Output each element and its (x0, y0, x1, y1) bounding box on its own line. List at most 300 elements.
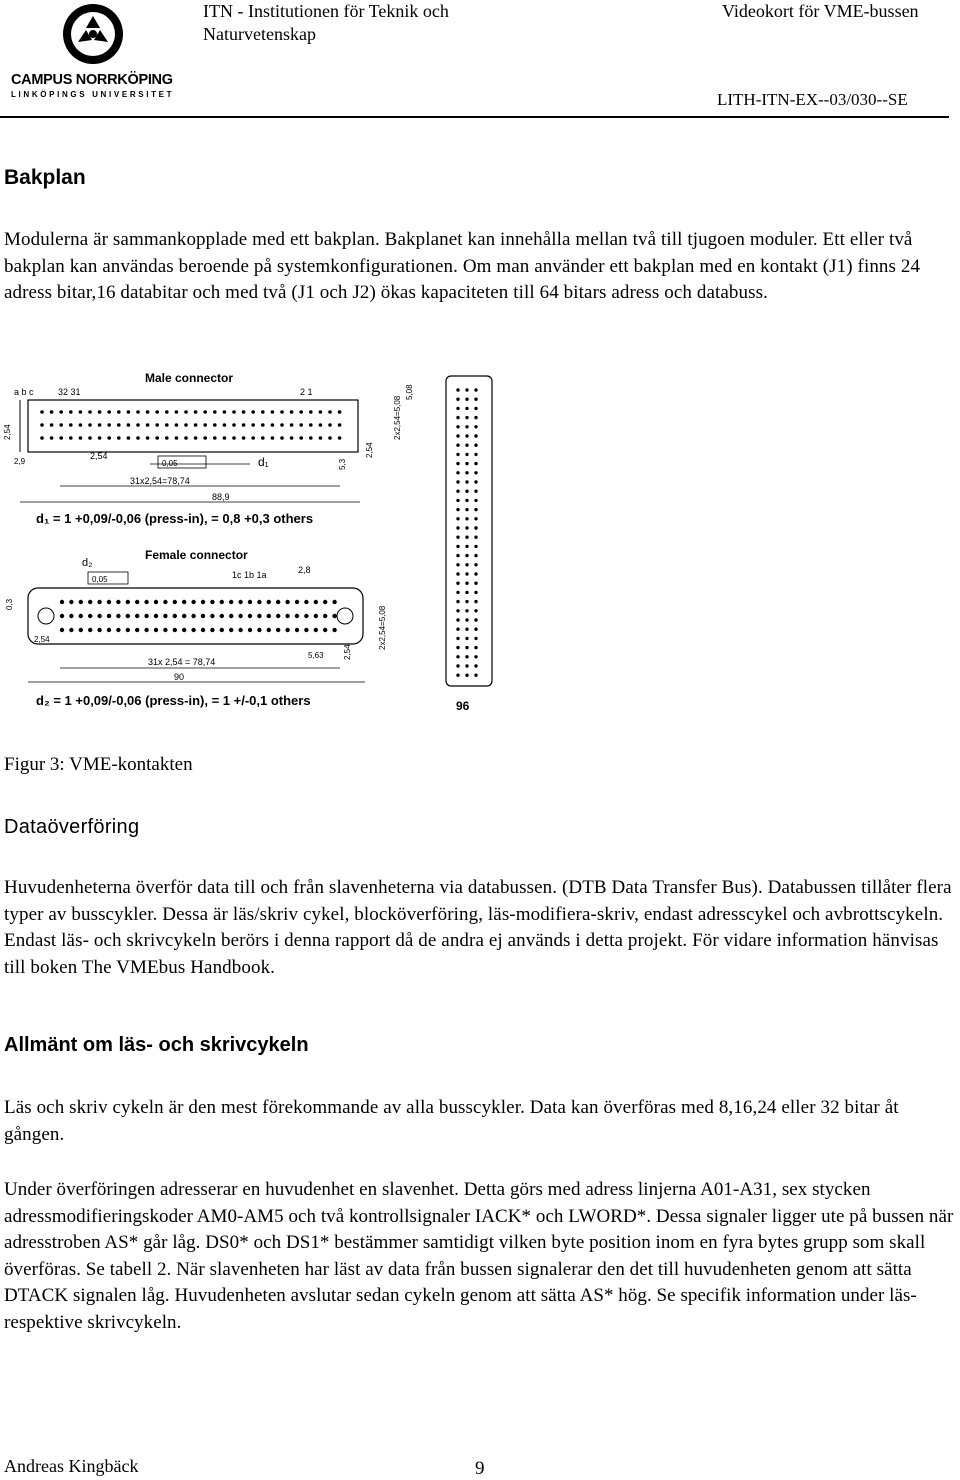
header-doc-title: Videokort för VME-bussen (722, 1, 919, 21)
figure-dim-005-male: 0,05 (162, 459, 178, 468)
connector-pin (474, 674, 477, 677)
connector-pin (309, 423, 313, 427)
header-report-id: LITH-ITN-EX--03/030--SE (717, 90, 908, 109)
connector-pin (474, 582, 477, 585)
connector-pin (203, 436, 207, 440)
connector-pin (232, 410, 236, 414)
footer-page-number: 9 (475, 1458, 485, 1479)
connector-pin (465, 637, 468, 640)
connector-pin (173, 628, 177, 632)
connector-pin (465, 407, 468, 410)
connector-pin (474, 600, 477, 603)
figure-label-21: 2 1 (300, 387, 313, 397)
figure-dim-03: 0,3 (5, 598, 14, 610)
figure-dim-28: 2,8 (298, 565, 311, 575)
connector-pin (280, 436, 284, 440)
connector-pin (182, 614, 186, 618)
connector-pin (88, 423, 92, 427)
connector-pin (220, 628, 224, 632)
connector-pin (474, 563, 477, 566)
connector-pin (40, 423, 44, 427)
connector-pin (285, 614, 289, 618)
connector-pin (88, 600, 92, 604)
connector-pin (304, 628, 308, 632)
connector-pin (474, 628, 477, 631)
connector-pin (323, 628, 327, 632)
connector-pin (203, 423, 207, 427)
figure-dim-31x: 31x2,54=78,74 (130, 476, 190, 486)
connector-pin (107, 436, 111, 440)
connector-pin (299, 436, 303, 440)
connector-pin (465, 572, 468, 575)
connector-pin (456, 517, 459, 520)
figure-label-d2: d₂ (82, 557, 93, 569)
connector-pin (474, 462, 477, 465)
section-heading-dataoverforing: Dataöverföring (4, 816, 140, 838)
connector-pin (465, 664, 468, 667)
connector-pin (314, 628, 318, 632)
connector-pin (309, 410, 313, 414)
logo-line1: CAMPUS NORRKÖPING (11, 72, 173, 88)
connector-pin (69, 614, 73, 618)
connector-pin (290, 423, 294, 427)
connector-pin (248, 600, 252, 604)
connector-pin (50, 410, 54, 414)
connector-pin (309, 436, 313, 440)
connector-pin (117, 410, 121, 414)
connector-pin (135, 628, 139, 632)
connector-pin (456, 425, 459, 428)
connector-pin (257, 600, 261, 604)
connector-pin (276, 600, 280, 604)
connector-pin (474, 664, 477, 667)
connector-pin (276, 614, 280, 618)
connector-pin (223, 423, 227, 427)
connector-pin (456, 388, 459, 391)
connector-pin (79, 436, 83, 440)
connector-pin (474, 471, 477, 474)
connector-pin (319, 423, 323, 427)
connector-pin (97, 600, 101, 604)
connector-pin (285, 600, 289, 604)
connector-pin (155, 436, 159, 440)
connector-pin (50, 436, 54, 440)
connector-pin (465, 398, 468, 401)
connector-pin (465, 425, 468, 428)
connector-pin (474, 655, 477, 658)
connector-pin (299, 410, 303, 414)
connector-pin (136, 436, 140, 440)
connector-pin (184, 436, 188, 440)
connector-pin (332, 628, 336, 632)
connector-pin (456, 554, 459, 557)
connector-pin (116, 628, 120, 632)
connector-pin (304, 614, 308, 618)
connector-pin (465, 480, 468, 483)
connector-pin (163, 600, 167, 604)
connector-pin (165, 410, 169, 414)
connector-pin (465, 490, 468, 493)
connector-pin (229, 628, 233, 632)
figure-dim-2x254: 2x2,54=5,08 (393, 395, 402, 440)
connector-pin (107, 614, 111, 618)
connector-pin (60, 614, 64, 618)
connector-pin (474, 453, 477, 456)
connector-pin (60, 628, 64, 632)
connector-pin (271, 423, 275, 427)
connector-pin (194, 423, 198, 427)
connector-pin (456, 618, 459, 621)
connector-pin (184, 423, 188, 427)
figure-pin-count: 96 (456, 699, 470, 713)
connector-pin (79, 423, 83, 427)
figure-dim-29: 2,9 (14, 457, 26, 466)
connector-pin (465, 434, 468, 437)
connector-pin (155, 423, 159, 427)
connector-pin (456, 536, 459, 539)
connector-pin (456, 563, 459, 566)
connector-pin (242, 410, 246, 414)
connector-pin (338, 410, 342, 414)
connector-pin (338, 423, 342, 427)
connector-pin (175, 436, 179, 440)
connector-pin (220, 600, 224, 604)
connector-pin (116, 600, 120, 604)
figure-dim-005-female: 0,05 (92, 575, 108, 584)
connector-pin (213, 410, 217, 414)
connector-pin (474, 609, 477, 612)
connector-pin (251, 410, 255, 414)
paragraph-allmant-2: Under överföringen adresserar en huvudenhet en slavenhet. Detta görs med adress linjerna A01-A31, sex stycken adressmodifieringskoder AM0-AM5 och två kontrollsignaler IACK* och LWORD*. Dessa signaler ligger ute på bussen när adresstroben AS* går låg. DS0* och DS1* bestämmer samtidigt vilken byte position inom en fyra bytes grupp som skall överföras. Se tabell 2. När slavenheten har läst av data från bussen signalerar den det till huvudenheten genom att sätta DTACK signalen låg. Huvudenheten avslutar sedan cykeln genom att sätta AS* hög. Se specifik information under läs- respektive skrivcykeln. (4, 1179, 954, 1333)
connector-pin (229, 600, 233, 604)
connector-pin (175, 423, 179, 427)
connector-pin (223, 436, 227, 440)
connector-pin (107, 600, 111, 604)
connector-pin (280, 410, 284, 414)
connector-pin (474, 444, 477, 447)
connector-pin (465, 462, 468, 465)
connector-pin (184, 410, 188, 414)
connector-pin (127, 410, 131, 414)
connector-pin (456, 545, 459, 548)
figure-dim-254-female: 2,54 (34, 635, 50, 644)
connector-pin (474, 526, 477, 529)
connector-pin (456, 453, 459, 456)
footer-author: Andreas Kingbäck (4, 1456, 139, 1476)
connector-pin (474, 407, 477, 410)
connector-pin (314, 600, 318, 604)
figure-dim-254: 2,54 (90, 451, 108, 461)
connector-pin (251, 436, 255, 440)
connector-pin (328, 423, 332, 427)
connector-pin (232, 436, 236, 440)
connector-pin (117, 423, 121, 427)
connector-pin (175, 410, 179, 414)
connector-pin (474, 536, 477, 539)
connector-pin (79, 614, 83, 618)
connector-pin (319, 436, 323, 440)
connector-pin (328, 436, 332, 440)
figure-dim-31x-female: 31x 2,54 = 78,74 (148, 657, 216, 667)
connector-pin (271, 436, 275, 440)
connector-pin (456, 591, 459, 594)
connector-pin (474, 572, 477, 575)
connector-pin (97, 614, 101, 618)
connector-pin (79, 600, 83, 604)
connector-pin (465, 526, 468, 529)
connector-pin (165, 423, 169, 427)
connector-pin (40, 436, 44, 440)
connector-pin (456, 572, 459, 575)
figure-label-3231: 32 31 (58, 387, 81, 397)
connector-pin (50, 423, 54, 427)
connector-pin (210, 628, 214, 632)
connector-pin (465, 609, 468, 612)
connector-pin (465, 536, 468, 539)
figure-female-formula: d₂ = 1 +0,09/-0,06 (press-in), = 1 +/-0,1 others (36, 693, 311, 708)
connector-pin (465, 517, 468, 520)
figure-caption: Figur 3: VME-kontakten (4, 754, 193, 775)
connector-pin (232, 423, 236, 427)
connector-pin (323, 600, 327, 604)
male-pin-grid (40, 410, 341, 440)
university-logo (8, 2, 178, 102)
connector-pin (271, 410, 275, 414)
paragraph-allmant-1: Läs och skriv cykeln är den mest förekommande av alla busscykler. Data kan överföras med 8,16,24 eller 32 bitar åt gången. (4, 1097, 899, 1145)
connector-pin (201, 614, 205, 618)
connector-pin (267, 614, 271, 618)
figure-male-formula: d₁ = 1 +0,09/-0,06 (press-in), = 0,8 +0,3 others (36, 511, 314, 526)
connector-pin (465, 554, 468, 557)
connector-pin (456, 609, 459, 612)
connector-pin (456, 600, 459, 603)
connector-pin (261, 410, 265, 414)
figure-label-d1: d₁ (258, 455, 269, 469)
connector-pin (59, 410, 63, 414)
connector-pin (69, 628, 73, 632)
connector-pin (456, 582, 459, 585)
connector-pin (456, 655, 459, 658)
connector-pin (456, 674, 459, 677)
connector-pin (98, 410, 102, 414)
connector-pin (456, 499, 459, 502)
connector-pin (474, 388, 477, 391)
connector-pin (474, 425, 477, 428)
connector-pin (465, 674, 468, 677)
connector-pin (465, 508, 468, 511)
connector-pin (299, 423, 303, 427)
connector-pin (290, 436, 294, 440)
connector-pin (261, 436, 265, 440)
figure-dim-254-right: 2,54 (365, 442, 374, 458)
connector-pin (117, 436, 121, 440)
connector-pin (328, 410, 332, 414)
connector-pin (456, 462, 459, 465)
connector-pin (456, 471, 459, 474)
connector-pin (135, 614, 139, 618)
connector-pin (257, 628, 261, 632)
connector-pin (332, 614, 336, 618)
connector-pin (182, 628, 186, 632)
connector-pin (107, 410, 111, 414)
connector-pin (474, 434, 477, 437)
connector-pin (154, 600, 158, 604)
connector-pin (474, 508, 477, 511)
connector-pin (182, 600, 186, 604)
connector-pin (126, 600, 130, 604)
connector-pin (295, 600, 299, 604)
connector-pin (465, 499, 468, 502)
paragraph-dataoverforing: Huvudenheterna överför data till och från slavenheterna via databussen. (DTB Data Transfer Bus). Databussen tillåter flera typer av busscykler. Dessa är läs/skriv cykel, blocköverföring, läs-modifiera-skriv, endast adresscykel och avbrottscykeln. Endast läs- och skrivcykeln berörs i denna rapport då de andra ej används i detta projekt. För vidare information hänvisas till boken The VMEbus Handbook. (4, 877, 952, 978)
connector-pin (223, 410, 227, 414)
connector-pin (465, 628, 468, 631)
connector-pin (465, 582, 468, 585)
connector-pin (456, 398, 459, 401)
connector-pin (456, 444, 459, 447)
connector-pin (210, 600, 214, 604)
connector-pin (98, 423, 102, 427)
connector-pin (69, 600, 73, 604)
connector-pin (465, 618, 468, 621)
figure-dim-90: 90 (174, 672, 185, 682)
connector-pin (456, 480, 459, 483)
connector-pin (60, 600, 64, 604)
connector-pin-column (440, 372, 500, 716)
connector-pin (126, 614, 130, 618)
connector-pin (210, 614, 214, 618)
figure-label-abc: a b c (14, 387, 34, 397)
figure-dim-2x254-female: 2x2,54=5,08 (378, 605, 387, 650)
connector-pin (456, 490, 459, 493)
connector-pin (144, 614, 148, 618)
connector-pin (323, 614, 327, 618)
connector-pin (98, 436, 102, 440)
connector-pin (251, 423, 255, 427)
connector-pin (146, 423, 150, 427)
connector-pin (456, 526, 459, 529)
connector-pin (116, 614, 120, 618)
connector-pin (107, 423, 111, 427)
connector-pin (465, 388, 468, 391)
connector-pin (40, 410, 44, 414)
connector-pin (107, 628, 111, 632)
connector-pin (261, 423, 265, 427)
connector-pin (295, 628, 299, 632)
connector-pin (69, 423, 73, 427)
connector-pin (203, 410, 207, 414)
connector-pin (88, 614, 92, 618)
connector-pin (465, 453, 468, 456)
connector-pin (295, 614, 299, 618)
connector-pin (456, 434, 459, 437)
connector-pin (97, 628, 101, 632)
figure-dim-254-left: 2,54 (3, 424, 12, 440)
connector-pin (127, 423, 131, 427)
connector-pin (59, 436, 63, 440)
figure-dim-508-male: 5,08 (405, 384, 414, 400)
figure-male-title: Male connector (145, 371, 234, 385)
connector-pin (165, 436, 169, 440)
figure-dim-563: 5,63 (308, 651, 324, 660)
header-rule (0, 116, 949, 118)
connector-pin (257, 614, 261, 618)
female-pin-grid (60, 600, 337, 632)
connector-pin (154, 628, 158, 632)
connector-pin (194, 436, 198, 440)
connector-pin (88, 410, 92, 414)
connector-pin (276, 628, 280, 632)
connector-pin (465, 646, 468, 649)
connector-pin (155, 410, 159, 414)
connector-pin (319, 410, 323, 414)
connector-pin (88, 436, 92, 440)
section-heading-allmant: Allmänt om läs- och skrivcykeln (4, 1034, 309, 1056)
connector-pin (465, 655, 468, 658)
connector-pin (290, 410, 294, 414)
figure-female-title: Female connector (145, 548, 248, 562)
connector-pin (213, 436, 217, 440)
connector-pin (465, 563, 468, 566)
connector-pin (146, 436, 150, 440)
connector-pin (474, 398, 477, 401)
connector-pin (248, 628, 252, 632)
section-heading-bakplan: Bakplan (4, 166, 86, 189)
connector-pin (229, 614, 233, 618)
connector-pin (456, 664, 459, 667)
connector-pin (173, 600, 177, 604)
connector-pin (69, 410, 73, 414)
connector-pin (465, 591, 468, 594)
university-seal-icon (63, 4, 123, 64)
connector-pin (144, 600, 148, 604)
connector-pin (201, 628, 205, 632)
connector-pin (146, 410, 150, 414)
connector-pin (456, 628, 459, 631)
connector-pin (163, 628, 167, 632)
connector-pin (474, 545, 477, 548)
vme-connector-figure (0, 360, 500, 716)
connector-pin (213, 423, 217, 427)
connector-pin (136, 423, 140, 427)
connector-pin (285, 628, 289, 632)
connector-pin (154, 614, 158, 618)
connector-pin (267, 600, 271, 604)
connector-pin (474, 618, 477, 621)
connector-pin (456, 416, 459, 419)
connector-pin (238, 600, 242, 604)
connector-pin (267, 628, 271, 632)
connector-pin (201, 600, 205, 604)
connector-pin (136, 410, 140, 414)
connector-pin (163, 614, 167, 618)
connector-pin (314, 614, 318, 618)
connector-pin (194, 410, 198, 414)
connector-pin (465, 600, 468, 603)
male-connector-body (28, 400, 358, 452)
connector-pin (304, 600, 308, 604)
connector-pin (242, 436, 246, 440)
header-institution: ITN - Institutionen för Teknik och Naturvetenskap (203, 1, 449, 44)
connector-pin (191, 614, 195, 618)
figure-female-cols: 1c 1b 1a (232, 570, 267, 580)
connector-pin (79, 410, 83, 414)
connector-pin (474, 591, 477, 594)
connector-pin (191, 628, 195, 632)
connector-pin (474, 499, 477, 502)
logo-line2: LINKÖPINGS UNIVERSITET (11, 90, 173, 99)
connector-pin (88, 628, 92, 632)
connector-pin (465, 471, 468, 474)
